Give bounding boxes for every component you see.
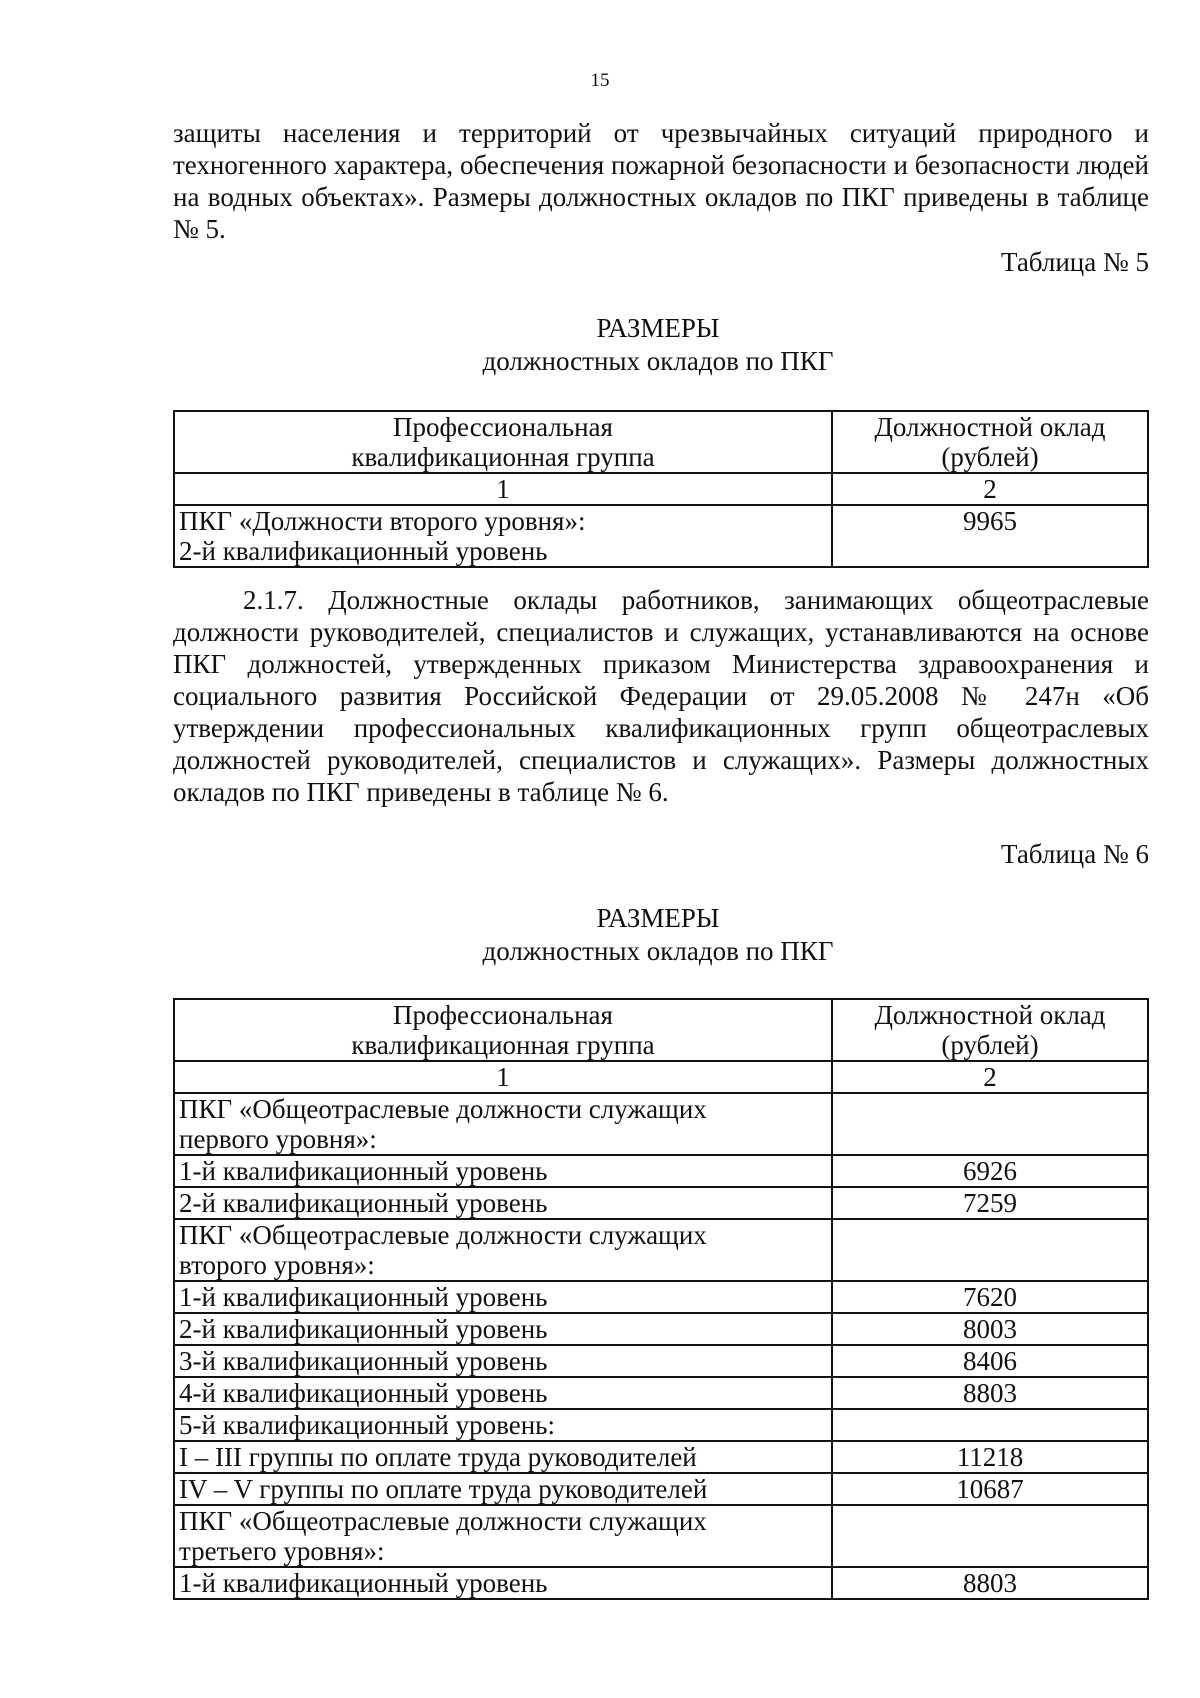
table-6-subtitle: должностных окладов по ПКГ	[482, 936, 834, 966]
header-line: Профессиональная	[393, 412, 613, 442]
group-text: 2-й квалификационный уровень	[179, 536, 548, 566]
table-row	[174, 1377, 1148, 1409]
group-cell: 5-й квалификационный уровень:	[174, 1409, 832, 1441]
column-number: 2	[832, 1061, 1148, 1093]
group-text: второго уровня»:	[179, 1250, 375, 1280]
table-5-col-salary-header	[832, 411, 1148, 473]
group-text: ПКГ «Общеотраслевые должности служащих	[179, 1220, 707, 1250]
salary-cell: 7259	[832, 1187, 1148, 1219]
header-line: квалификационная группа	[351, 442, 655, 472]
table-row	[174, 1093, 1148, 1155]
table-6-label: Таблица № 6	[1001, 839, 1149, 869]
table-6-heading	[0, 902, 1200, 968]
group-cell	[174, 1219, 832, 1281]
group-cell	[174, 1093, 832, 1155]
table-5-label: Таблица № 5	[1001, 247, 1149, 277]
table-5-header-row	[174, 411, 1148, 473]
column-number: 1	[174, 1061, 832, 1093]
table-6	[173, 998, 1149, 1600]
header-line: квалификационная группа	[351, 1030, 655, 1060]
salary-cell: 11218	[832, 1441, 1148, 1473]
table-5-title: РАЗМЕРЫ	[596, 313, 720, 343]
table-row	[174, 1155, 1148, 1187]
salary-cell	[832, 1409, 1148, 1441]
salary-cell: 8803	[832, 1377, 1148, 1409]
table-row	[174, 1187, 1148, 1219]
salary-cell: 10687	[832, 1473, 1148, 1505]
group-cell: I – III группы по оплате труда руководителей	[174, 1441, 832, 1473]
table-row	[174, 1409, 1148, 1441]
salary-cell: 8803	[832, 1567, 1148, 1599]
header-line: Должностной оклад	[874, 1000, 1106, 1030]
table-5-col-group-header	[174, 411, 832, 473]
table-5-subtitle: должностных окладов по ПКГ	[482, 346, 834, 376]
salary-cell	[832, 1093, 1148, 1155]
group-text: третьего уровня»:	[179, 1536, 385, 1566]
table-6-header-row	[174, 999, 1148, 1061]
salary-cell: 9965	[832, 505, 1148, 567]
page-number: 15	[590, 70, 610, 91]
column-number: 1	[174, 473, 832, 505]
table-6-col-group-header	[174, 999, 832, 1061]
table-row	[174, 1473, 1148, 1505]
group-cell: 4-й квалификационный уровень	[174, 1377, 832, 1409]
group-cell: 1-й квалификационный уровень	[174, 1281, 832, 1313]
header-line: Профессиональная	[393, 1000, 613, 1030]
salary-cell	[832, 1219, 1148, 1281]
table-5-heading	[0, 312, 1200, 378]
table-row	[174, 1441, 1148, 1473]
group-text: ПКГ «Должности второго уровня»:	[179, 506, 586, 536]
header-line: Должностной оклад	[874, 412, 1106, 442]
group-cell: 3-й квалификационный уровень	[174, 1345, 832, 1377]
table-6-col-salary-header	[832, 999, 1148, 1061]
salary-cell: 6926	[832, 1155, 1148, 1187]
table-6-title: РАЗМЕРЫ	[596, 903, 720, 933]
table-row	[174, 1505, 1148, 1567]
table-row	[174, 1567, 1148, 1599]
group-cell: 1-й квалификационный уровень	[174, 1567, 832, 1599]
group-text: ПКГ «Общеотраслевые должности служащих	[179, 1094, 707, 1124]
group-cell: 1-й квалификационный уровень	[174, 1155, 832, 1187]
group-text: первого уровня»:	[179, 1124, 377, 1154]
table-5	[173, 410, 1149, 568]
salary-cell	[832, 1505, 1148, 1567]
group-cell: 2-й квалификационный уровень	[174, 1313, 832, 1345]
salary-cell: 8003	[832, 1313, 1148, 1345]
section-2-1-7-paragraph: 2.1.7. Должностные оклады работников, занимающих общеотраслевые должности руководителей, специалистов и служащих, устанавливаются на основе ПКГ должностей, утвержденных приказом Министерства здравоохранения и социального развития Российской Федерации от 29.05.2008 № 247н «Об утверждении профессиональных квалификационных групп общеотраслевых должностей руководителей, специалистов и служащих». Размеры должностных окладов по ПКГ приведены в таблице № 6.	[173, 585, 1149, 807]
table-5-number-row	[174, 473, 1148, 505]
group-text: ПКГ «Общеотраслевые должности служащих	[179, 1506, 707, 1536]
group-cell: 2-й квалификационный уровень	[174, 1187, 832, 1219]
table-6-number-row	[174, 1061, 1148, 1093]
table-row	[174, 1281, 1148, 1313]
group-cell	[174, 1505, 832, 1567]
salary-cell: 7620	[832, 1281, 1148, 1313]
table-row	[174, 1219, 1148, 1281]
column-number: 2	[832, 473, 1148, 505]
intro-paragraph: защиты населения и территорий от чрезвычайных ситуаций природного и техногенного характера, обеспечения пожарной безопасности и безопасности людей на водных объектах». Размеры должностных окладов по ПКГ приведены в таблице № 5.	[173, 118, 1149, 244]
table-row	[174, 1313, 1148, 1345]
group-cell	[174, 505, 832, 567]
salary-cell: 8406	[832, 1345, 1148, 1377]
table-row	[174, 505, 1148, 567]
group-cell: IV – V группы по оплате труда руководителей	[174, 1473, 832, 1505]
table-row	[174, 1345, 1148, 1377]
header-line: (рублей)	[941, 1030, 1039, 1060]
header-line: (рублей)	[941, 442, 1039, 472]
